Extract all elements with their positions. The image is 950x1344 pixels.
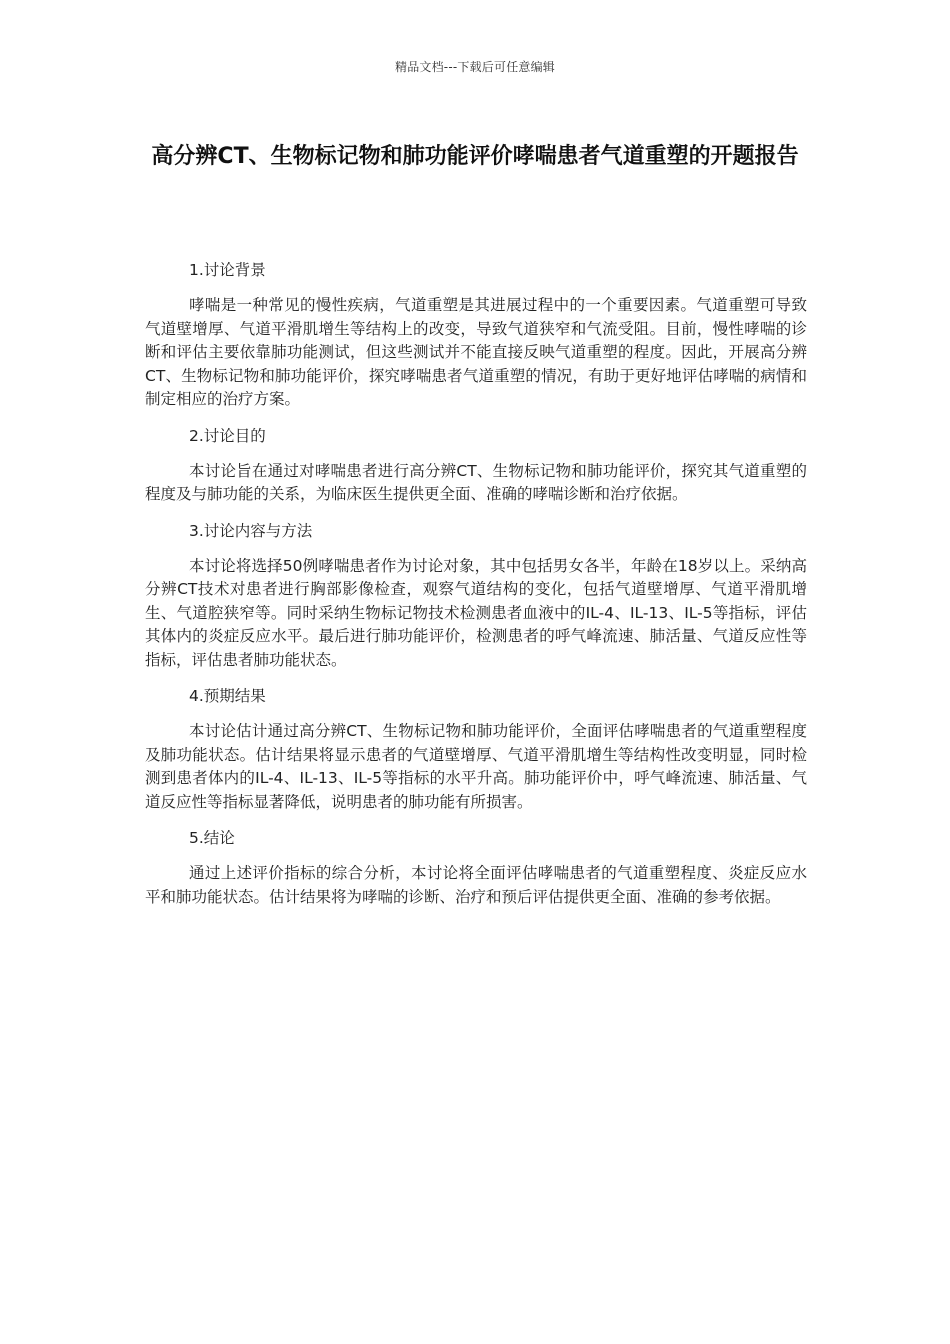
section-heading-expected-results: 4.预期结果 — [189, 687, 266, 705]
header-note: 精品文档---下载后可任意编辑 — [395, 60, 555, 74]
section-heading-methods: 3.讨论内容与方法 — [189, 521, 313, 540]
document-body — [145, 258, 807, 921]
section-paragraph-expected-results: 本讨论估计通过高分辨CT、生物标记物和肺功能评价，全面评估哮喘患者的气道重塑程度及肺功能状态。估计结果将显示患者的气道壁增厚、气道平滑肌增生等结构性改变明显，同时检测到患者体内的IL-4、IL-13、IL-5等指标的水平升高。肺功能评价中，呼气峰流速、肺活量、气道反应性等指标显著降低，说明患者的肺功能有所损害。 — [145, 722, 807, 811]
section-heading-purpose: 2.讨论目的 — [189, 426, 266, 445]
document-title: 高分辨CT、生物标记物和肺功能评价哮喘患者气道重塑的开题报告 — [151, 144, 799, 169]
section-paragraph-purpose: 本讨论旨在通过对哮喘患者进行高分辨CT、生物标记物和肺功能评价，探究其气道重塑的程度及与肺功能的关系，为临床医生提供更全面、准确的哮喘诊断和治疗依据。 — [145, 461, 807, 503]
section-paragraph-conclusion: 通过上述评价指标的综合分析，本讨论将全面评估哮喘患者的气道重塑程度、炎症反应水平和肺功能状态。估计结果将为哮喘的诊断、治疗和预后评估提供更全面、准确的参考依据。 — [145, 864, 807, 906]
section-paragraph-methods: 本讨论将选择50例哮喘患者作为讨论对象，其中包括男女各半，年龄在18岁以上。采纳高分辨CT技术对患者进行胸部影像检查，观察气道结构的变化，包括气道壁增厚、气道平滑肌增生、气道腔狭窄等。同时采纳生物标记物技术检测患者血液中的IL-4、IL-13、IL-5等指标，评估其体内的炎症反应水平。最后进行肺功能评价，检测患者的呼气峰流速、肺活量、气道反应性等指标，评估患者肺功能状态。 — [145, 556, 807, 669]
section-heading-conclusion: 5.结论 — [189, 829, 235, 847]
section-paragraph-background: 哮喘是一种常见的慢性疾病，气道重塑是其进展过程中的一个重要因素。气道重塑可导致气道壁增厚、气道平滑肌增生等结构上的改变，导致气道狭窄和气流受阻。目前，慢性哮喘的诊断和评估主要依靠肺功能测试，但这些测试并不能直接反映气道重塑的程度。因此，开展高分辨CT、生物标记物和肺功能评价，探究哮喘患者气道重塑的情况，有助于更好地评估哮喘的病情和制定相应的治疗方案。 — [145, 296, 807, 408]
section-heading-background: 1.讨论背景 — [189, 261, 266, 279]
